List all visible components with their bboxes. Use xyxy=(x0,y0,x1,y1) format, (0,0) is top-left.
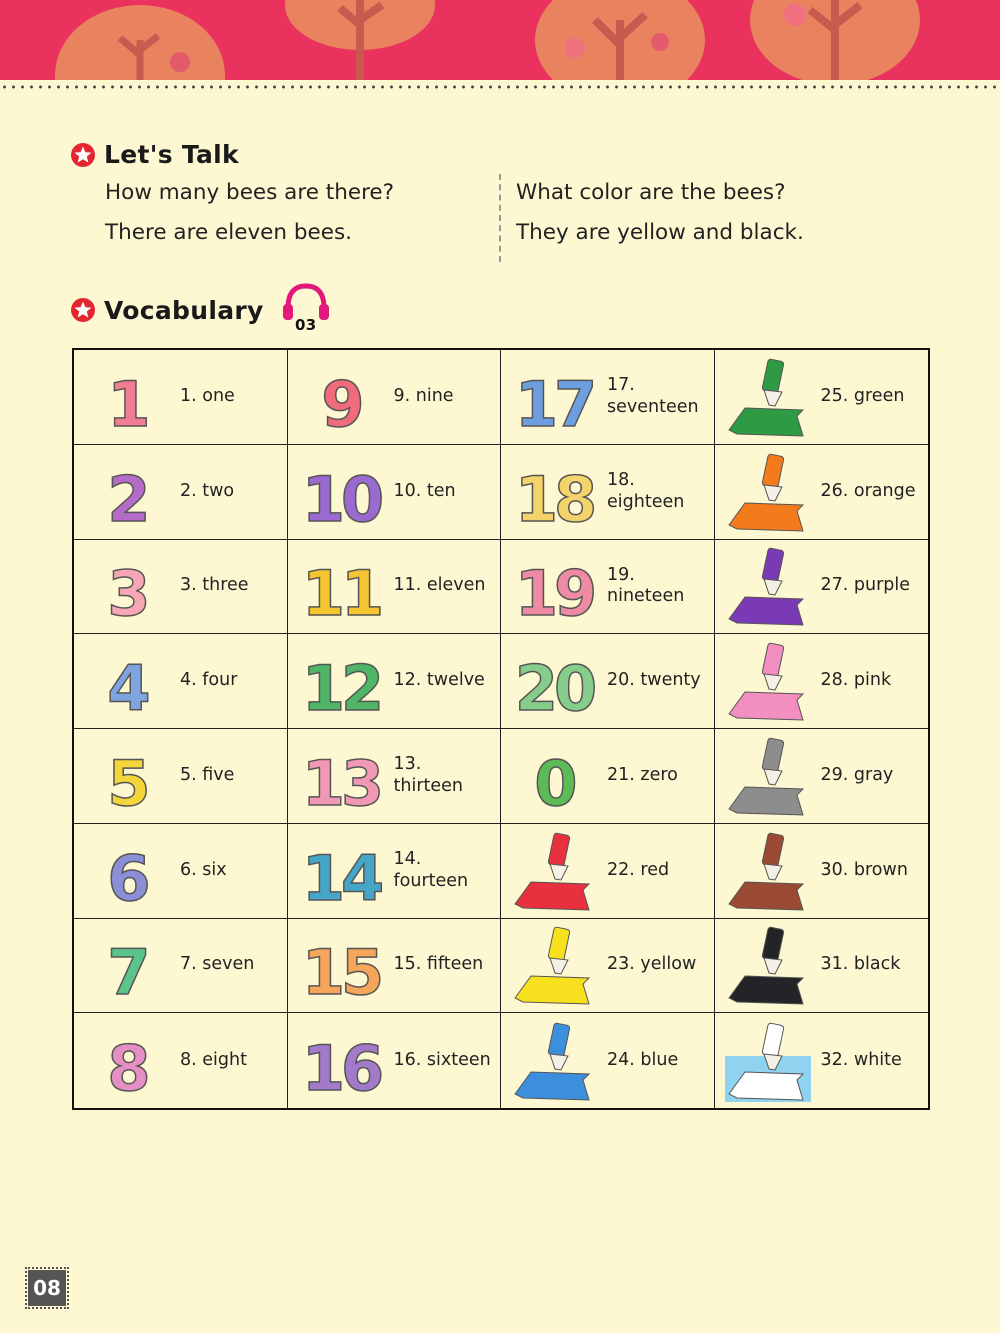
number-glyph-icon xyxy=(509,449,599,535)
vocab-cell xyxy=(501,634,715,729)
vocab-cell xyxy=(74,445,288,540)
vocab-cell xyxy=(74,919,288,1014)
number-glyph-icon xyxy=(296,733,386,819)
audio-track-number: 03 xyxy=(294,316,317,332)
paint-tube-icon xyxy=(723,638,813,724)
paint-swatch-illustration xyxy=(723,922,813,1008)
vocab-label: 23. yellow xyxy=(607,954,697,975)
number-glyph-icon xyxy=(82,733,172,819)
svg-text:9: 9 xyxy=(320,367,361,440)
number-character-illustration xyxy=(296,354,386,440)
paint-swatch-illustration xyxy=(723,733,813,819)
vocab-label: 26. orange xyxy=(820,480,916,501)
top-banner xyxy=(0,0,1000,80)
page-number: 08 xyxy=(28,1270,66,1306)
svg-text:6: 6 xyxy=(107,841,147,914)
paint-swatch-illustration xyxy=(723,449,813,535)
vocab-cell xyxy=(715,540,929,635)
svg-text:17: 17 xyxy=(514,367,594,440)
number-glyph-icon xyxy=(82,638,172,724)
headphones-audio-icon[interactable] xyxy=(280,280,332,332)
vocab-label: 32. white xyxy=(820,1049,902,1070)
svg-text:4: 4 xyxy=(107,652,147,725)
vocab-cell xyxy=(715,729,929,824)
svg-text:12: 12 xyxy=(301,652,380,725)
vocab-cell xyxy=(74,1013,288,1108)
vocab-label: 12. twelve xyxy=(393,670,485,691)
vocabulary-table xyxy=(72,348,930,1110)
vocab-label: 31. black xyxy=(820,954,901,975)
svg-text:14: 14 xyxy=(301,841,380,914)
vocab-label: 15. fifteen xyxy=(393,954,484,975)
vocab-label: 8. eight xyxy=(180,1049,247,1070)
lets-talk-heading xyxy=(70,140,239,169)
vocab-label: 18. eighteen xyxy=(607,469,685,512)
svg-text:18: 18 xyxy=(514,462,594,535)
svg-text:1: 1 xyxy=(107,367,147,440)
number-glyph-icon xyxy=(296,922,386,1008)
number-glyph-icon xyxy=(82,449,172,535)
vocab-cell xyxy=(715,1013,929,1108)
number-character-illustration xyxy=(82,922,172,1008)
paint-swatch-illustration xyxy=(509,922,599,1008)
star-icon xyxy=(70,297,96,323)
vocab-cell xyxy=(715,919,929,1014)
vocab-label: 28. pink xyxy=(820,670,892,691)
paint-tube-icon xyxy=(723,1018,813,1104)
number-character-illustration xyxy=(82,638,172,724)
vocab-cell xyxy=(74,540,288,635)
vocab-cell xyxy=(288,824,502,919)
vocab-label: 7. seven xyxy=(180,954,255,975)
svg-text:16: 16 xyxy=(301,1031,380,1104)
svg-text:2: 2 xyxy=(107,462,147,535)
talk-answer-right: They are yellow and black. xyxy=(516,220,804,245)
number-glyph-icon xyxy=(296,1018,386,1104)
number-character-illustration xyxy=(296,543,386,629)
paint-swatch-illustration xyxy=(723,1018,813,1104)
vocab-cell xyxy=(288,1013,502,1108)
talk-answer-left: There are eleven bees. xyxy=(105,220,352,245)
talk-divider xyxy=(499,174,501,262)
number-glyph-icon xyxy=(509,543,599,629)
talk-question-right: What color are the bees? xyxy=(516,180,786,205)
vocab-cell xyxy=(288,445,502,540)
paint-swatch-illustration xyxy=(509,1018,599,1104)
paint-swatch-illustration xyxy=(723,354,813,440)
vocab-cell xyxy=(501,824,715,919)
tree-pattern-decoration xyxy=(0,0,1000,80)
number-character-illustration xyxy=(509,543,599,629)
number-character-illustration xyxy=(82,733,172,819)
number-character-illustration xyxy=(509,449,599,535)
number-glyph-icon xyxy=(509,733,599,819)
vocabulary-heading xyxy=(70,284,332,336)
number-character-illustration xyxy=(82,354,172,440)
vocab-label: 25. green xyxy=(820,385,905,406)
number-glyph-icon xyxy=(82,1018,172,1104)
vocab-label: 11. eleven xyxy=(393,575,486,596)
vocab-cell xyxy=(501,350,715,445)
vocab-cell xyxy=(715,824,929,919)
paint-swatch-illustration xyxy=(723,638,813,724)
vocab-label: 5. five xyxy=(180,764,235,785)
vocab-label: 10. ten xyxy=(393,480,456,501)
paint-swatch-illustration xyxy=(723,828,813,914)
svg-text:19: 19 xyxy=(514,557,594,630)
number-character-illustration xyxy=(296,449,386,535)
vocab-cell xyxy=(74,824,288,919)
vocab-label: 14. fourteen xyxy=(393,848,469,891)
svg-text:7: 7 xyxy=(107,936,147,1009)
vocab-cell xyxy=(501,1013,715,1108)
vocab-cell xyxy=(74,350,288,445)
svg-text:3: 3 xyxy=(107,557,147,630)
vocab-label: 20. twenty xyxy=(607,670,701,691)
vocab-label: 2. two xyxy=(180,480,235,501)
vocab-label: 9. nine xyxy=(393,385,454,406)
svg-text:8: 8 xyxy=(107,1031,147,1104)
vocab-cell xyxy=(501,445,715,540)
number-character-illustration xyxy=(296,638,386,724)
paint-tube-icon xyxy=(509,922,599,1008)
vocab-label: 1. one xyxy=(180,385,235,406)
vocab-cell xyxy=(501,540,715,635)
number-glyph-icon xyxy=(82,543,172,629)
dotted-divider xyxy=(0,84,1000,90)
number-glyph-icon xyxy=(509,638,599,724)
vocab-label: 22. red xyxy=(607,859,670,880)
number-glyph-icon xyxy=(82,922,172,1008)
number-glyph-icon xyxy=(296,543,386,629)
star-icon xyxy=(70,142,96,168)
svg-text:0: 0 xyxy=(534,746,574,819)
vocab-cell xyxy=(74,634,288,729)
paint-tube-icon xyxy=(723,922,813,1008)
vocab-label: 4. four xyxy=(180,670,238,691)
vocab-cell xyxy=(288,634,502,729)
vocab-label: 27. purple xyxy=(820,575,911,596)
vocab-label: 19. nineteen xyxy=(607,564,685,607)
vocab-label: 3. three xyxy=(180,575,249,596)
paint-swatch-illustration xyxy=(509,828,599,914)
svg-text:13: 13 xyxy=(301,746,380,819)
paint-tube-icon xyxy=(723,449,813,535)
vocab-label: 30. brown xyxy=(820,859,908,880)
vocab-cell xyxy=(715,634,929,729)
number-character-illustration xyxy=(82,543,172,629)
vocab-label: 24. blue xyxy=(607,1049,679,1070)
number-glyph-icon xyxy=(296,638,386,724)
vocab-cell xyxy=(501,919,715,1014)
paint-tube-icon xyxy=(723,354,813,440)
number-glyph-icon xyxy=(296,828,386,914)
vocab-label: 17. seventeen xyxy=(607,375,699,417)
svg-text:15: 15 xyxy=(301,936,380,1009)
number-character-illustration xyxy=(296,828,386,914)
number-character-illustration xyxy=(509,733,599,819)
paint-tube-icon xyxy=(509,828,599,914)
vocab-label: 29. gray xyxy=(820,764,894,785)
vocab-cell xyxy=(288,540,502,635)
vocab-label: 6. six xyxy=(180,859,227,880)
vocab-cell xyxy=(74,729,288,824)
paint-tube-icon xyxy=(723,543,813,629)
vocab-cell xyxy=(288,729,502,824)
number-character-illustration xyxy=(82,449,172,535)
number-character-illustration xyxy=(509,638,599,724)
number-character-illustration xyxy=(509,354,599,440)
vocabulary-title: Vocabulary xyxy=(104,295,264,325)
vocab-cell xyxy=(288,350,502,445)
vocab-label: 16. sixteen xyxy=(393,1049,491,1070)
number-glyph-icon xyxy=(296,354,386,440)
number-character-illustration xyxy=(296,1018,386,1104)
vocab-cell xyxy=(501,729,715,824)
number-glyph-icon xyxy=(82,354,172,440)
number-glyph-icon xyxy=(82,828,172,914)
svg-text:5: 5 xyxy=(107,746,147,819)
paint-tube-icon xyxy=(723,828,813,914)
vocab-cell xyxy=(288,919,502,1014)
vocab-cell xyxy=(715,445,929,540)
vocab-label: 21. zero xyxy=(607,764,678,785)
paint-tube-icon xyxy=(509,1018,599,1104)
number-character-illustration xyxy=(296,733,386,819)
number-character-illustration xyxy=(82,828,172,914)
svg-text:11: 11 xyxy=(301,557,380,630)
svg-text:10: 10 xyxy=(301,462,380,535)
number-glyph-icon xyxy=(296,449,386,535)
talk-question-left: How many bees are there? xyxy=(105,180,395,205)
paint-swatch-illustration xyxy=(723,543,813,629)
number-character-illustration xyxy=(296,922,386,1008)
svg-text:20: 20 xyxy=(514,652,594,725)
number-character-illustration xyxy=(82,1018,172,1104)
number-glyph-icon xyxy=(509,354,599,440)
vocab-cell xyxy=(715,350,929,445)
vocab-label: 13. thirteen xyxy=(393,754,463,796)
lets-talk-title: Let's Talk xyxy=(104,140,239,169)
paint-tube-icon xyxy=(723,733,813,819)
